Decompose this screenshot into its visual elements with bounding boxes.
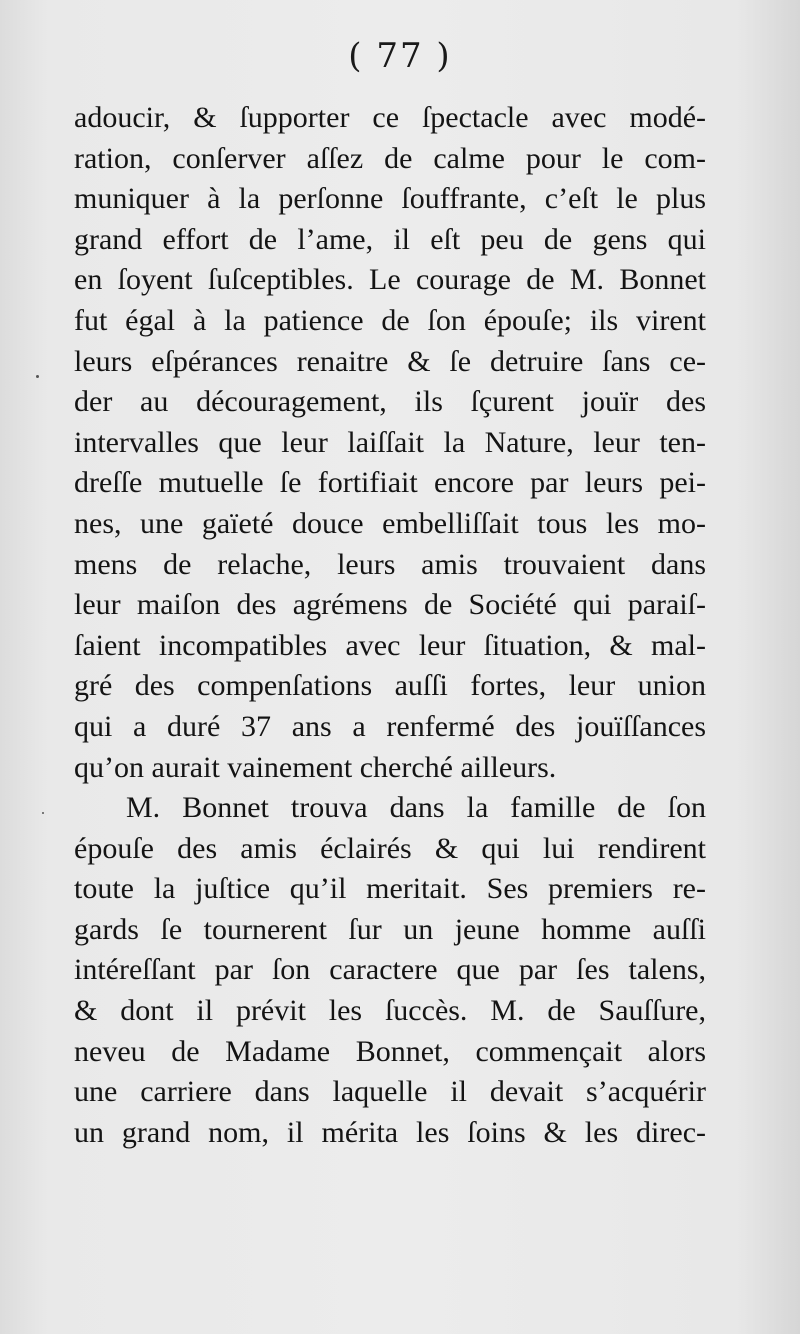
text-line: muniquer à la perſonne ſouffrante, c’eſt le plus bbox=[74, 182, 706, 216]
text-line: ſaient incompatibles avec leur ſituation, & mal- bbox=[74, 628, 706, 662]
text-line: leur maiſon des agrémens de Société qui paraiſ- bbox=[74, 588, 706, 622]
text-line: fut égal à la patience de ſon épouſe; ils virent bbox=[74, 303, 706, 337]
text-line: dreſſe mutuelle ſe fortifiait encore par leurs pei- bbox=[74, 466, 706, 500]
text-line: une carriere dans laquelle il devait s’acquérir bbox=[74, 1075, 706, 1109]
text-line: neveu de Madame Bonnet, commençait alors bbox=[74, 1034, 706, 1068]
text-line: gards ſe tournerent ſur un jeune homme auſſi bbox=[74, 912, 706, 946]
text-line: & dont il prévit les ſuccès. M. de Sauſſure, bbox=[74, 994, 706, 1028]
text-line: gré des compenſations auſſi fortes, leur union bbox=[74, 669, 706, 703]
text-line: M. Bonnet trouva dans la famille de ſon bbox=[126, 791, 706, 825]
text-line: toute la juſtice qu’il meritait. Ses premiers re- bbox=[74, 872, 706, 906]
text-line: un grand nom, il mérita les ſoins & les direc- bbox=[74, 1115, 706, 1149]
text-line: adoucir, & ſupporter ce ſpectacle avec modé- bbox=[74, 101, 706, 134]
text-line: grand effort de l’ame, il eſt peu de gens qui bbox=[74, 222, 706, 256]
paper-speck bbox=[36, 375, 39, 378]
body-text bbox=[74, 98, 706, 1153]
page-number: ( 77 ) bbox=[348, 36, 452, 76]
text-line: leurs eſpérances renaitre & ſe detruire ſans ce- bbox=[74, 344, 706, 378]
paragraph-2 bbox=[74, 788, 706, 1153]
text-line: qu’on aurait vainement cherché ailleurs. bbox=[74, 750, 557, 784]
text-line: en ſoyent ſuſceptibles. Le courage de M. Bonnet bbox=[74, 263, 706, 297]
paper-speck bbox=[42, 812, 44, 814]
text-line: nes, une gaïeté douce embelliſſait tous les mo- bbox=[74, 506, 706, 540]
text-line: épouſe des amis éclairés & qui lui rendirent bbox=[74, 831, 706, 865]
text-line: der au découragement, ils ſçurent jouïr des bbox=[74, 385, 706, 419]
paragraph-1 bbox=[74, 98, 706, 788]
text-line: intervalles que leur laiſſait la Nature, leur ten- bbox=[74, 425, 706, 459]
text-line: ration, conſerver aſſez de calme pour le com- bbox=[74, 141, 706, 175]
text-line: intéreſſant par ſon caractere que par ſes talens, bbox=[74, 953, 706, 987]
text-line: qui a duré 37 ans a renfermé des jouïſſances bbox=[74, 709, 706, 743]
text-line: mens de relache, leurs amis trouvaient dans bbox=[74, 547, 706, 581]
